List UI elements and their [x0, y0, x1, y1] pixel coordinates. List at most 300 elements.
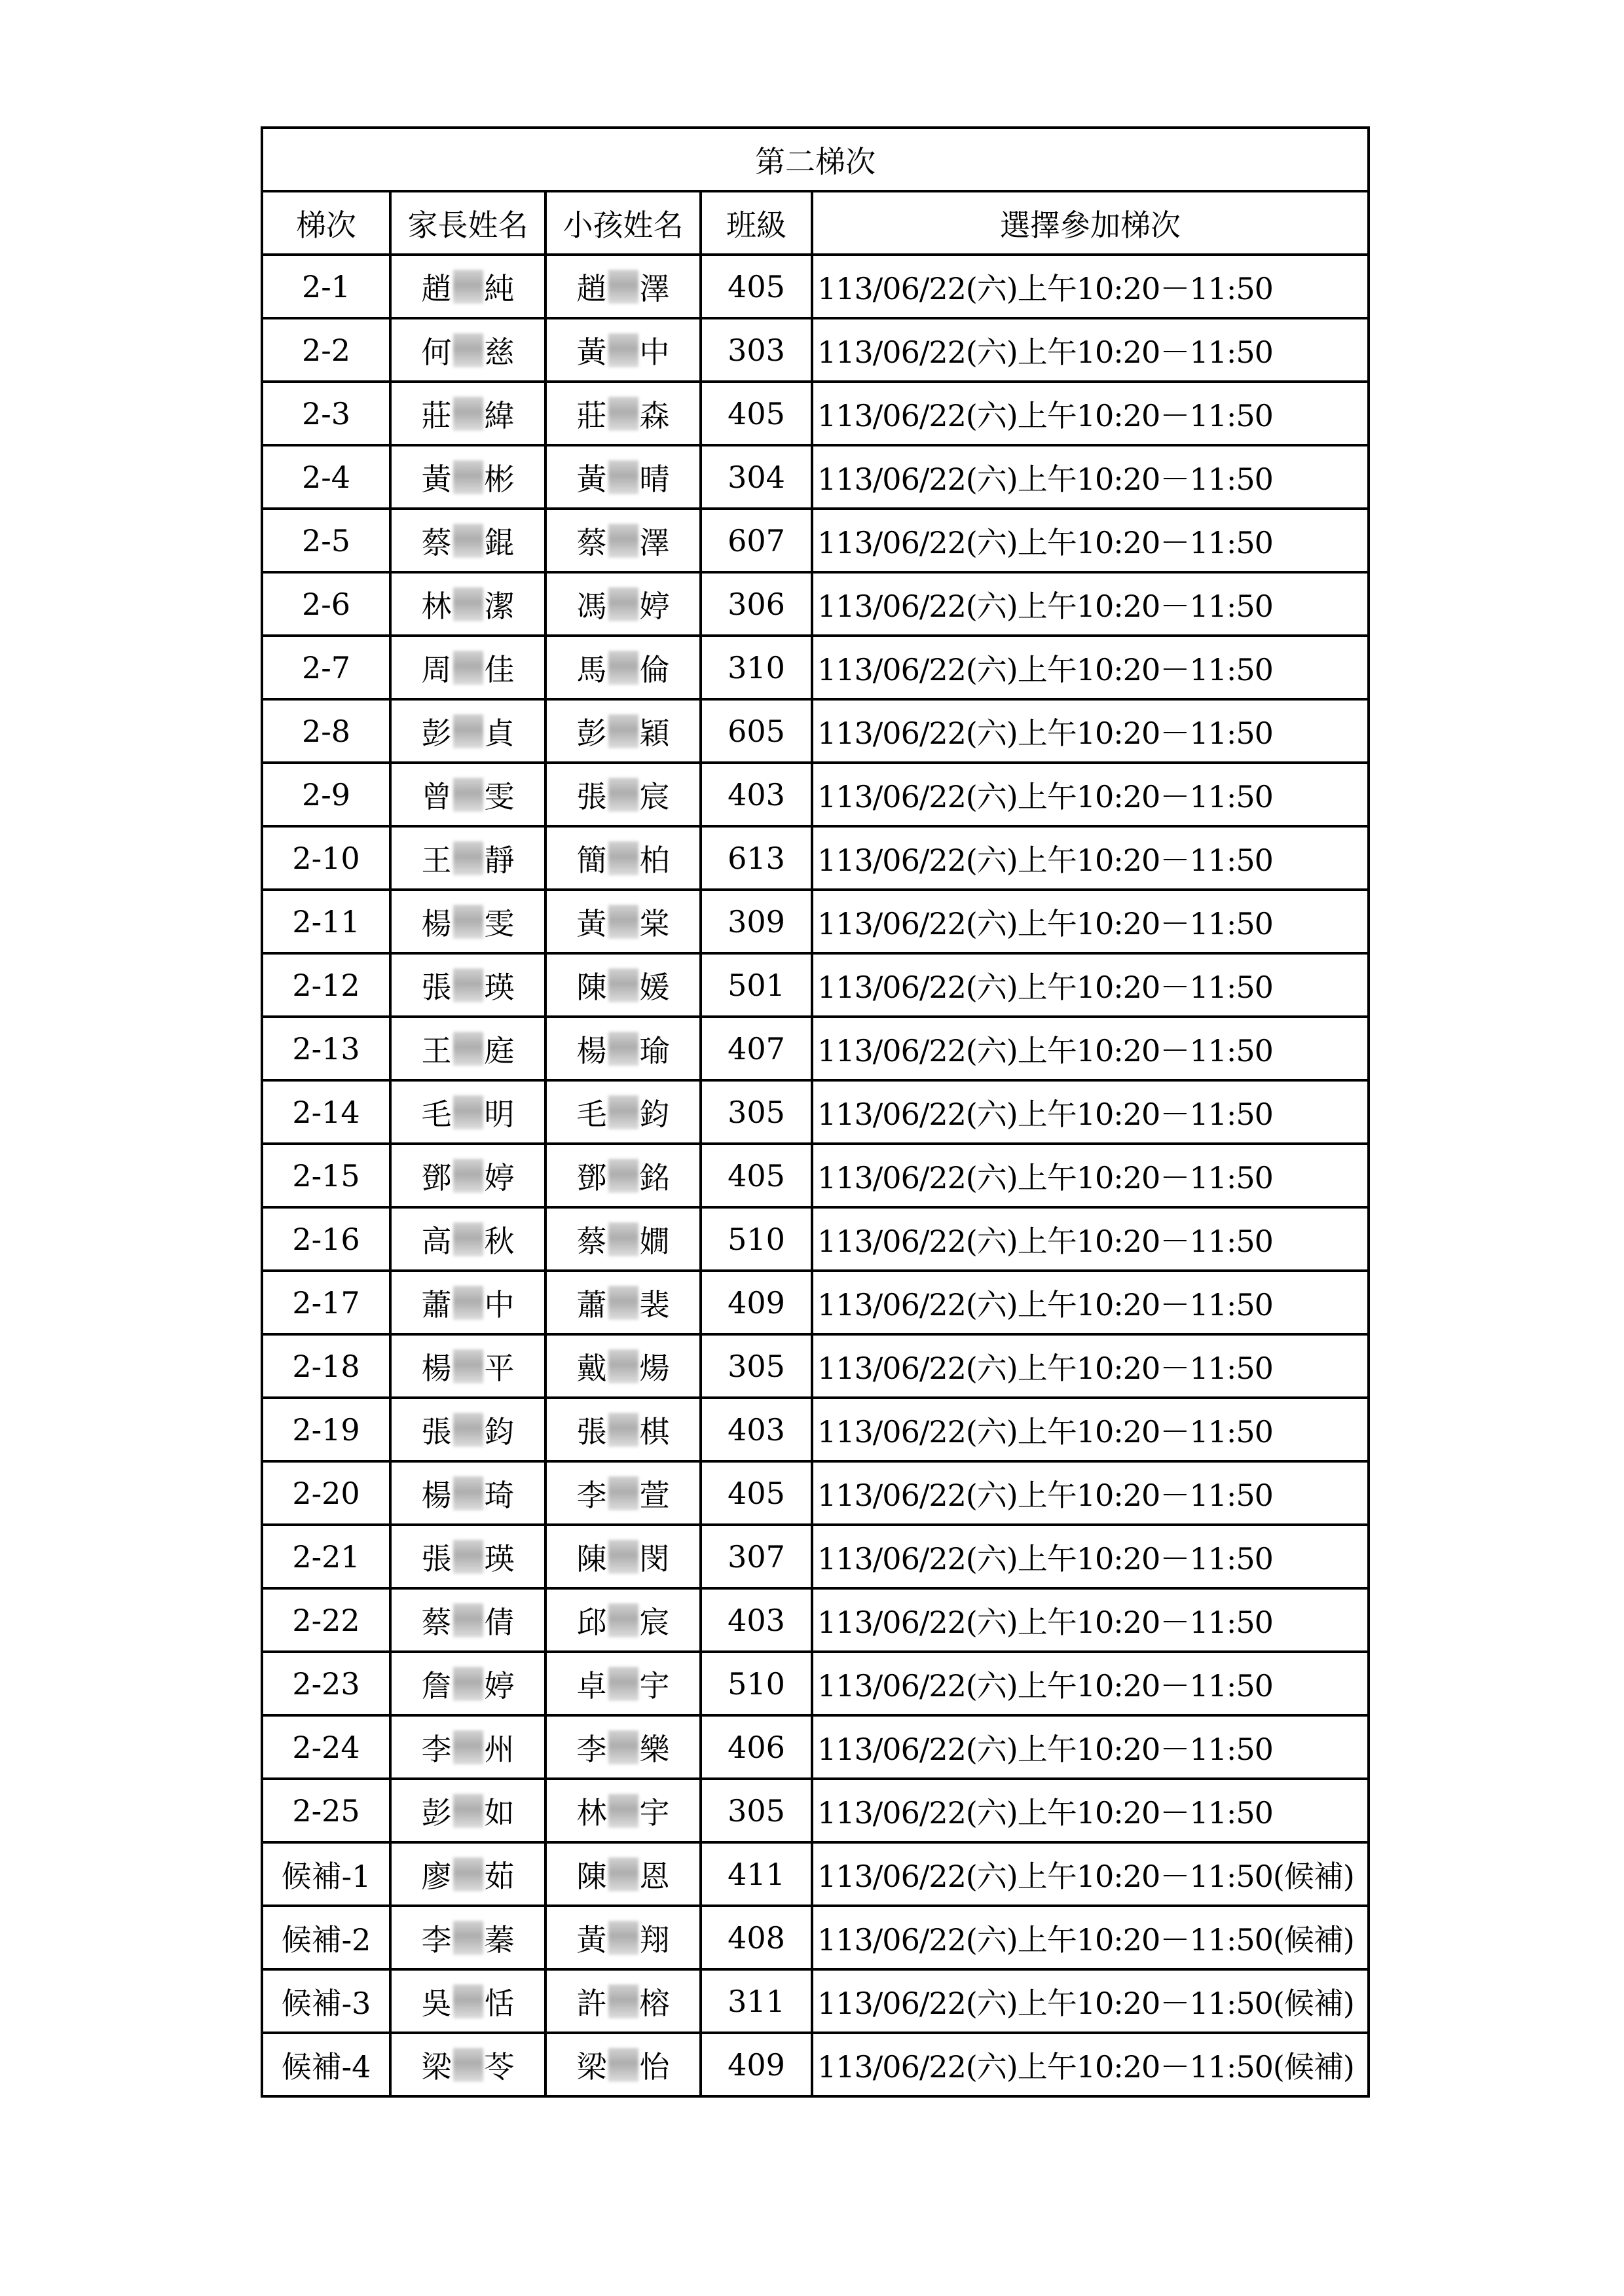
- child-name-text: [577, 1980, 670, 2023]
- redacted-char: [608, 1921, 638, 1955]
- redacted-char: [453, 1540, 483, 1574]
- session-id: 2-5: [262, 509, 390, 572]
- class-number: 305: [701, 1080, 812, 1144]
- child-name: [545, 509, 701, 572]
- child-name-last-char: 柏: [639, 842, 670, 878]
- parent-name: [390, 1334, 545, 1398]
- class-number: 613: [701, 826, 812, 890]
- redacted-char: [608, 397, 638, 431]
- parent-name-last-char: 茹: [484, 1858, 515, 1894]
- parent-name-first-char: 廖: [421, 1858, 452, 1894]
- parent-name-last-char: 瑛: [484, 1540, 515, 1576]
- parent-name-last-char: 琦: [484, 1477, 515, 1513]
- class-number: 403: [701, 1398, 812, 1461]
- table-row: [262, 1080, 1369, 1144]
- redacted-char: [453, 1349, 483, 1383]
- child-name-text: [577, 710, 670, 753]
- table-row: [262, 1715, 1369, 1779]
- class-number: 303: [701, 318, 812, 382]
- redacted-char: [453, 841, 483, 875]
- child-name: [545, 255, 701, 318]
- selected-session: 113/06/22(六)上午10:20－11:50: [812, 382, 1369, 445]
- parent-name-first-char: 黃: [421, 461, 452, 497]
- session-id: 2-21: [262, 1525, 390, 1588]
- parent-name-first-char: 吳: [421, 1985, 452, 2021]
- class-number: 407: [701, 1017, 812, 1080]
- redacted-char: [453, 1159, 483, 1193]
- child-name-first-char: 李: [576, 1477, 607, 1513]
- child-name-last-char: 怡: [639, 2049, 670, 2085]
- child-name: [545, 1906, 701, 1969]
- parent-name-last-char: 如: [484, 1795, 515, 1831]
- selected-session: 113/06/22(六)上午10:20－11:50: [812, 699, 1369, 763]
- class-number: 409: [701, 2033, 812, 2096]
- parent-name-last-char: 貞: [484, 715, 515, 751]
- child-name: [545, 445, 701, 509]
- parent-name-first-char: 蔡: [421, 1604, 452, 1640]
- parent-name-last-char: 婷: [484, 1159, 515, 1195]
- parent-name-last-char: 慈: [484, 334, 515, 370]
- selected-session: 113/06/22(六)上午10:20－11:50: [812, 255, 1369, 318]
- class-number: 306: [701, 572, 812, 636]
- parent-name-last-char: 平: [484, 1350, 515, 1386]
- redacted-char: [453, 460, 483, 494]
- parent-name-first-char: 張: [421, 1540, 452, 1576]
- child-name-last-char: 瑜: [639, 1032, 670, 1068]
- child-name-text: [577, 265, 670, 308]
- redacted-char: [608, 1540, 638, 1574]
- session-id: 2-16: [262, 1207, 390, 1271]
- child-name-first-char: 馬: [576, 651, 607, 687]
- table-row: [262, 572, 1369, 636]
- header-class: 班級: [701, 191, 812, 255]
- child-name-first-char: 黃: [576, 461, 607, 497]
- table-row: [262, 255, 1369, 318]
- parent-name-last-char: 倩: [484, 1604, 515, 1640]
- session-id: 候補-4: [262, 2033, 390, 2096]
- parent-name-last-char: 純: [484, 270, 515, 306]
- child-name: [545, 1334, 701, 1398]
- child-name-first-char: 馮: [576, 588, 607, 624]
- table-row: [262, 1588, 1369, 1652]
- redacted-char: [608, 1984, 638, 2018]
- parent-name-first-char: 張: [421, 969, 452, 1005]
- selected-session: 113/06/22(六)上午10:20－11:50(候補): [812, 2033, 1369, 2096]
- selected-session: 113/06/22(六)上午10:20－11:50: [812, 1271, 1369, 1334]
- redacted-char: [453, 270, 483, 304]
- parent-name-text: [422, 392, 515, 435]
- child-name-text: [577, 392, 670, 435]
- child-name-last-char: 翔: [639, 1922, 670, 1958]
- child-name: [545, 1017, 701, 1080]
- table-row: [262, 763, 1369, 826]
- parent-name: [390, 255, 545, 318]
- parent-name: [390, 318, 545, 382]
- parent-name-last-char: 錕: [484, 524, 515, 560]
- child-name-text: [577, 1853, 670, 1896]
- redacted-char: [453, 2048, 483, 2082]
- selected-session: 113/06/22(六)上午10:20－11:50: [812, 1080, 1369, 1144]
- table-row: [262, 1842, 1369, 1906]
- parent-name: [390, 763, 545, 826]
- parent-name: [390, 699, 545, 763]
- parent-name: [390, 1398, 545, 1461]
- table-row: [262, 826, 1369, 890]
- child-name-text: [577, 837, 670, 880]
- selected-session: 113/06/22(六)上午10:20－11:50: [812, 763, 1369, 826]
- parent-name-last-char: 雯: [484, 905, 515, 941]
- session-id: 2-23: [262, 1652, 390, 1715]
- child-name-first-char: 林: [576, 1795, 607, 1831]
- redacted-char: [453, 714, 483, 748]
- parent-name: [390, 1271, 545, 1334]
- table-row: [262, 1779, 1369, 1842]
- parent-name: [390, 1842, 545, 1906]
- child-name-last-char: 裴: [639, 1286, 670, 1322]
- child-name-first-char: 梁: [576, 2049, 607, 2085]
- session-id: 2-22: [262, 1588, 390, 1652]
- child-name-last-char: 銘: [639, 1159, 670, 1195]
- child-name: [545, 2033, 701, 2096]
- class-number: 411: [701, 1842, 812, 1906]
- redacted-char: [453, 905, 483, 939]
- redacted-char: [453, 1222, 483, 1256]
- session-id: 2-4: [262, 445, 390, 509]
- parent-name-last-char: 州: [484, 1731, 515, 1767]
- parent-name: [390, 890, 545, 953]
- child-name-text: [577, 1789, 670, 1832]
- parent-name-last-char: 苓: [484, 2049, 515, 2085]
- child-name-first-char: 楊: [576, 1032, 607, 1068]
- parent-name-first-char: 梁: [421, 2049, 452, 2085]
- parent-name-first-char: 楊: [421, 1350, 452, 1386]
- child-name-text: [577, 583, 670, 626]
- parent-name-first-char: 高: [421, 1223, 452, 1259]
- child-name: [545, 699, 701, 763]
- parent-name-last-char: 緯: [484, 397, 515, 433]
- selected-session: 113/06/22(六)上午10:20－11:50: [812, 1461, 1369, 1525]
- child-name-first-char: 黃: [576, 1922, 607, 1958]
- parent-name-last-char: 庭: [484, 1032, 515, 1068]
- redacted-char: [608, 1667, 638, 1701]
- redacted-char: [453, 1413, 483, 1447]
- header-parent-name: 家長姓名: [390, 191, 545, 255]
- child-name-text: [577, 900, 670, 943]
- parent-name-text: [422, 646, 515, 689]
- parent-name: [390, 509, 545, 572]
- parent-name: [390, 1525, 545, 1588]
- redacted-char: [608, 905, 638, 939]
- parent-name-first-char: 蕭: [421, 1286, 452, 1322]
- selected-session: 113/06/22(六)上午10:20－11:50: [812, 1334, 1369, 1398]
- child-name: [545, 1525, 701, 1588]
- parent-name-first-char: 何: [421, 334, 452, 370]
- parent-name: [390, 1715, 545, 1779]
- child-name-last-char: 倫: [639, 651, 670, 687]
- table-row: [262, 636, 1369, 699]
- session-id: 2-6: [262, 572, 390, 636]
- child-name-first-char: 莊: [576, 397, 607, 433]
- child-name: [545, 953, 701, 1017]
- child-name: [545, 636, 701, 699]
- child-name-first-char: 張: [576, 778, 607, 814]
- child-name: [545, 1271, 701, 1334]
- class-number: 510: [701, 1207, 812, 1271]
- child-name: [545, 1652, 701, 1715]
- redacted-char: [608, 587, 638, 621]
- child-name-first-char: 蔡: [576, 1223, 607, 1259]
- redacted-char: [608, 1286, 638, 1320]
- parent-name-text: [422, 1535, 515, 1578]
- selected-session: 113/06/22(六)上午10:20－11:50: [812, 890, 1369, 953]
- table-row: [262, 1207, 1369, 1271]
- parent-name-first-char: 鄧: [421, 1159, 452, 1195]
- child-name-first-char: 鄧: [576, 1159, 607, 1195]
- child-name-text: [577, 456, 670, 499]
- redacted-char: [453, 1857, 483, 1891]
- child-name-last-char: 萱: [639, 1477, 670, 1513]
- class-number: 307: [701, 1525, 812, 1588]
- selected-session: 113/06/22(六)上午10:20－11:50: [812, 953, 1369, 1017]
- child-name-text: [577, 1345, 670, 1388]
- parent-name-last-char: 中: [484, 1286, 515, 1322]
- child-name-last-char: 棋: [639, 1413, 670, 1449]
- child-name-last-char: 媛: [639, 969, 670, 1005]
- redacted-char: [608, 1730, 638, 1764]
- parent-name-last-char: 瑛: [484, 969, 515, 1005]
- redacted-char: [453, 1730, 483, 1764]
- redacted-char: [608, 1476, 638, 1510]
- session-id: 2-10: [262, 826, 390, 890]
- redacted-char: [453, 778, 483, 812]
- parent-name-first-char: 楊: [421, 1477, 452, 1513]
- parent-name-last-char: 明: [484, 1096, 515, 1132]
- table-row: [262, 1969, 1369, 2033]
- table-row: [262, 445, 1369, 509]
- selected-session: 113/06/22(六)上午10:20－11:50(候補): [812, 1842, 1369, 1906]
- child-name-last-char: 煬: [639, 1350, 670, 1386]
- redacted-char: [608, 1857, 638, 1891]
- class-number: 405: [701, 382, 812, 445]
- table-row: [262, 509, 1369, 572]
- parent-name-first-char: 王: [421, 842, 452, 878]
- redacted-char: [453, 1921, 483, 1955]
- parent-name-text: [422, 1599, 515, 1642]
- redacted-char: [608, 1349, 638, 1383]
- child-name-last-char: 穎: [639, 715, 670, 751]
- redacted-char: [608, 1159, 638, 1193]
- redacted-char: [608, 778, 638, 812]
- child-name-text: [577, 1154, 670, 1197]
- child-name-first-char: 許: [576, 1985, 607, 2021]
- parent-name-first-char: 莊: [421, 397, 452, 433]
- child-name-text: [577, 1472, 670, 1515]
- selected-session: 113/06/22(六)上午10:20－11:50: [812, 1715, 1369, 1779]
- redacted-char: [453, 1794, 483, 1828]
- table-row: [262, 953, 1369, 1017]
- class-number: 409: [701, 1271, 812, 1334]
- parent-name: [390, 382, 545, 445]
- selected-session: 113/06/22(六)上午10:20－11:50: [812, 318, 1369, 382]
- parent-name: [390, 1144, 545, 1207]
- child-name-first-char: 陳: [576, 1858, 607, 1894]
- child-name-first-char: 卓: [576, 1667, 607, 1704]
- session-id: 2-15: [262, 1144, 390, 1207]
- table-body: [262, 255, 1369, 2096]
- parent-name: [390, 826, 545, 890]
- child-name-last-char: 澤: [639, 270, 670, 306]
- parent-name-text: [422, 1218, 515, 1261]
- child-name-text: [577, 1662, 670, 1705]
- session-id: 2-8: [262, 699, 390, 763]
- child-name: [545, 1588, 701, 1652]
- child-name-text: [577, 1281, 670, 1324]
- selected-session: 113/06/22(六)上午10:20－11:50: [812, 1588, 1369, 1652]
- redacted-char: [608, 1222, 638, 1256]
- parent-name: [390, 1080, 545, 1144]
- child-name-last-char: 森: [639, 397, 670, 433]
- child-name-first-char: 陳: [576, 969, 607, 1005]
- session-id: 2-18: [262, 1334, 390, 1398]
- child-name-text: [577, 1916, 670, 1959]
- parent-name: [390, 1969, 545, 2033]
- parent-name-text: [422, 329, 515, 372]
- parent-name-first-char: 張: [421, 1413, 452, 1449]
- selected-session: 113/06/22(六)上午10:20－11:50: [812, 636, 1369, 699]
- child-name: [545, 826, 701, 890]
- child-name-first-char: 黃: [576, 905, 607, 941]
- session-id: 2-19: [262, 1398, 390, 1461]
- session-id: 2-7: [262, 636, 390, 699]
- child-name: [545, 1207, 701, 1271]
- parent-name-text: [422, 1789, 515, 1832]
- parent-name-last-char: 佳: [484, 651, 515, 687]
- parent-name-text: [422, 519, 515, 562]
- session-id: 2-20: [262, 1461, 390, 1525]
- redacted-char: [608, 1413, 638, 1447]
- child-name: [545, 572, 701, 636]
- parent-name-text: [422, 710, 515, 753]
- redacted-char: [608, 651, 638, 685]
- selected-session: 113/06/22(六)上午10:20－11:50: [812, 1144, 1369, 1207]
- class-number: 403: [701, 1588, 812, 1652]
- child-name: [545, 1779, 701, 1842]
- child-name: [545, 1398, 701, 1461]
- header-session: 梯次: [262, 191, 390, 255]
- child-name-first-char: 趙: [576, 270, 607, 306]
- redacted-char: [608, 1032, 638, 1066]
- parent-name-first-char: 彭: [421, 1795, 452, 1831]
- header-child-name: 小孩姓名: [545, 191, 701, 255]
- parent-name: [390, 1779, 545, 1842]
- class-number: 304: [701, 445, 812, 509]
- redacted-char: [608, 968, 638, 1002]
- parent-name-first-char: 楊: [421, 905, 452, 941]
- table-title: 第二梯次: [262, 128, 1369, 191]
- session-id: 2-3: [262, 382, 390, 445]
- parent-name-text: [422, 583, 515, 626]
- child-name-text: [577, 2043, 670, 2086]
- class-number: 311: [701, 1969, 812, 2033]
- parent-name-text: [422, 1091, 515, 1134]
- redacted-char: [453, 397, 483, 431]
- child-name-text: [577, 1535, 670, 1578]
- child-name-text: [577, 964, 670, 1007]
- header-row: [262, 191, 1369, 255]
- parent-name-text: [422, 900, 515, 943]
- redacted-char: [608, 333, 638, 367]
- child-name-last-char: 棠: [639, 905, 670, 941]
- parent-name-text: [422, 1281, 515, 1324]
- redacted-char: [453, 968, 483, 1002]
- redacted-char: [453, 1286, 483, 1320]
- child-name: [545, 1715, 701, 1779]
- child-name-first-char: 陳: [576, 1540, 607, 1576]
- parent-name: [390, 1588, 545, 1652]
- parent-name-last-char: 蓁: [484, 1922, 515, 1958]
- table-row: [262, 1334, 1369, 1398]
- parent-name-last-char: 秋: [484, 1223, 515, 1259]
- parent-name-first-char: 李: [421, 1731, 452, 1767]
- parent-name-last-char: 彬: [484, 461, 515, 497]
- parent-name: [390, 1652, 545, 1715]
- table-row: [262, 1906, 1369, 1969]
- redacted-char: [453, 333, 483, 367]
- redacted-char: [608, 524, 638, 558]
- session-id: 2-2: [262, 318, 390, 382]
- class-number: 605: [701, 699, 812, 763]
- title-row: [262, 128, 1369, 191]
- session-id: 2-9: [262, 763, 390, 826]
- selected-session: 113/06/22(六)上午10:20－11:50: [812, 1652, 1369, 1715]
- parent-name-text: [422, 1980, 515, 2023]
- parent-name-text: [422, 837, 515, 880]
- table-row: [262, 1271, 1369, 1334]
- session-id: 候補-2: [262, 1906, 390, 1969]
- selected-session: 113/06/22(六)上午10:20－11:50: [812, 445, 1369, 509]
- session-id: 2-14: [262, 1080, 390, 1144]
- table-row: [262, 699, 1369, 763]
- child-name: [545, 1080, 701, 1144]
- child-name-text: [577, 773, 670, 816]
- parent-name: [390, 1017, 545, 1080]
- parent-name-text: [422, 1916, 515, 1959]
- parent-name-text: [422, 1408, 515, 1451]
- child-name: [545, 1969, 701, 2033]
- parent-name: [390, 445, 545, 509]
- child-name-first-char: 李: [576, 1731, 607, 1767]
- session-id: 2-13: [262, 1017, 390, 1080]
- table-row: [262, 1525, 1369, 1588]
- parent-name: [390, 636, 545, 699]
- selected-session: 113/06/22(六)上午10:20－11:50: [812, 826, 1369, 890]
- parent-name-last-char: 婷: [484, 1667, 515, 1704]
- child-name-last-char: 宇: [639, 1795, 670, 1831]
- child-name-last-char: 閔: [639, 1540, 670, 1576]
- selected-session: 113/06/22(六)上午10:20－11:50: [812, 1779, 1369, 1842]
- child-name-first-char: 邱: [576, 1604, 607, 1640]
- parent-name: [390, 953, 545, 1017]
- table-row: [262, 1461, 1369, 1525]
- selected-session: 113/06/22(六)上午10:20－11:50: [812, 572, 1369, 636]
- child-name-last-char: 中: [639, 334, 670, 370]
- class-number: 310: [701, 636, 812, 699]
- parent-name-text: [422, 1154, 515, 1197]
- redacted-char: [453, 587, 483, 621]
- header-selected-session: 選擇參加梯次: [812, 191, 1369, 255]
- parent-name-text: [422, 1726, 515, 1769]
- child-name-first-char: 簡: [576, 842, 607, 878]
